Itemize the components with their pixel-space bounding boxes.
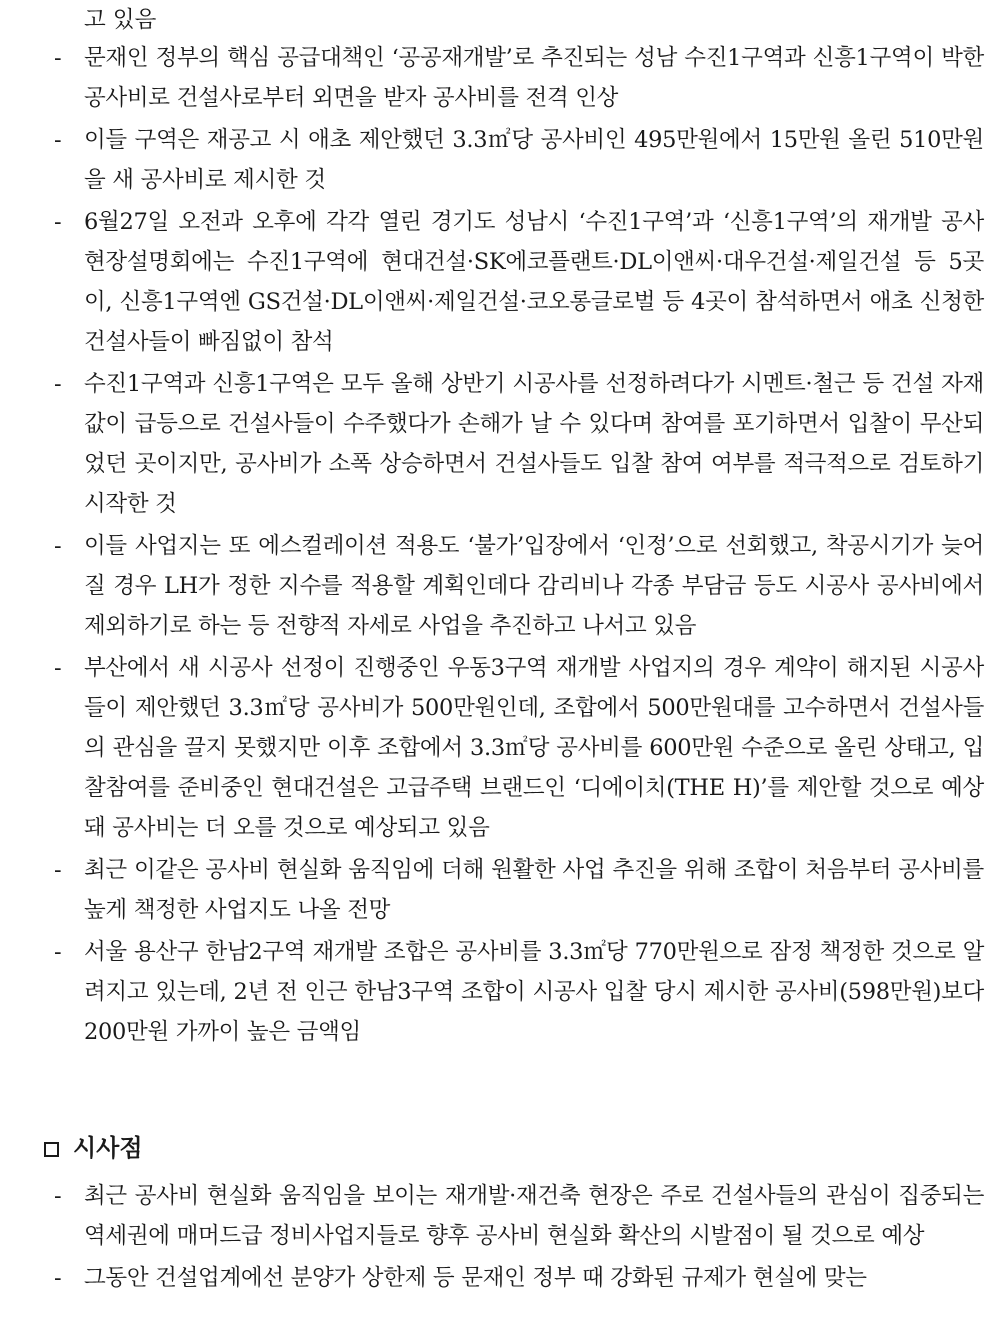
bullet-item <box>0 38 984 118</box>
bullet-item <box>0 850 984 930</box>
section-heading <box>44 1128 143 1168</box>
bullet-text: 그동안 건설업계에선 분양가 상한제 등 문재인 정부 때 강화된 규제가 현실에 맞는 <box>84 1265 867 1291</box>
checkbox-square-icon <box>44 1142 59 1157</box>
bullet-text: 이들 구역은 재공고 시 애초 제안했던 3.3㎡당 공사비인 495만원에서 15만원 올린 510만원을 새 공사비로 제시한 것 <box>84 127 984 193</box>
bullet-text: 최근 공사비 현실화 움직임을 보이는 재개발·재건축 현장은 주로 건설사들의 관심이 집중되는 역세권에 매머드급 정비사업지들로 향후 공사비 현실화 확산의 시발점이 될 것으로 예상 <box>84 1183 984 1249</box>
bullet-text: 6월27일 오전과 오후에 각각 열린 경기도 성남시 ‘수진1구역’과 ‘신흥1구역’의 재개발 공사 현장설명회에는 수진1구역에 현대건설·SK에코플랜트·DL이앤씨·대우건설·제일건설 등 5곳이, 신흥1구역엔 GS건설·DL이앤씨·제일건설·코오롱글로벌 등 4곳이 참석하면서 애초 신청한 건설사들이 빠짐없이 참석 <box>84 209 984 355</box>
main-bullet-list <box>0 38 984 1054</box>
bullet-text: 부산에서 새 시공사 선정이 진행중인 우동3구역 재개발 사업지의 경우 계약이 해지된 시공사들이 제안했던 3.3㎡당 공사비가 500만원인데, 조합에서 500만원대를 고수하면서 건설사들의 관심을 끌지 못했지만 이후 조합에서 3.3㎡당 공사비를 600만원 수준으로 올린 상태고, 입찰참여를 준비중인 현대건설은 고급주택 브랜드인 ‘디에이치(THE H)’를 제안할 것으로 예상돼 공사비는 더 오를 것으로 예상되고 있음 <box>84 655 984 841</box>
bullet-dash: - <box>54 45 62 71</box>
bullet-item <box>0 648 984 848</box>
continuation-text: 고 있음 <box>84 7 157 33</box>
bullet-dash: - <box>54 655 62 681</box>
section-title: 시사점 <box>73 1133 143 1162</box>
bullet-text: 최근 이같은 공사비 현실화 움직임에 더해 원활한 사업 추진을 위해 조합이 처음부터 공사비를 높게 책정한 사업지도 나올 전망 <box>84 857 984 923</box>
bullet-text: 수진1구역과 신흥1구역은 모두 올해 상반기 시공사를 선정하려다가 시멘트·철근 등 건설 자재 값이 급등으로 건설사들이 수주했다가 손해가 날 수 있다며 참여를 포기하면서 입찰이 무산되었던 곳이지만, 공사비가 소폭 상승하면서 건설사들도 입찰 참여 여부를 적극적으로 검토하기 시작한 것 <box>84 371 984 517</box>
bullet-item <box>0 364 984 524</box>
bullet-text: 문재인 정부의 핵심 공급대책인 ‘공공재개발’로 추진되는 성남 수진1구역과 신흥1구역이 박한 공사비로 건설사로부터 외면을 받자 공사비를 전격 인상 <box>84 45 984 111</box>
bullet-dash: - <box>54 371 62 397</box>
bullet-item <box>0 202 984 362</box>
bullet-text: 서울 용산구 한남2구역 재개발 조합은 공사비를 3.3㎡당 770만원으로 잠정 책정한 것으로 알려지고 있는데, 2년 전 인근 한남3구역 조합이 시공사 입찰 당시 제시한 공사비(598만원)보다 200만원 가까이 높은 금액임 <box>84 939 984 1045</box>
bullet-item <box>0 1176 984 1256</box>
section-bullet-list <box>0 1176 984 1300</box>
bullet-text: 이들 사업지는 또 에스컬레이션 적용도 ‘불가’입장에서 ‘인정’으로 선회했고, 착공시기가 늦어질 경우 LH가 정한 지수를 적용할 계획인데다 감리비나 각종 부담금 등도 시공사 공사비에서 제외하기로 하는 등 전향적 자세로 사업을 추진하고 나서고 있음 <box>84 533 984 639</box>
bullet-item <box>0 526 984 646</box>
bullet-dash: - <box>54 1265 62 1291</box>
bullet-dash: - <box>54 533 62 559</box>
bullet-dash: - <box>54 127 62 153</box>
bullet-item <box>0 932 984 1052</box>
bullet-item <box>0 1258 984 1298</box>
bullet-dash: - <box>54 1183 62 1209</box>
bullet-item <box>0 120 984 200</box>
bullet-dash: - <box>54 857 62 883</box>
bullet-dash: - <box>54 939 62 965</box>
bullet-dash: - <box>54 209 62 235</box>
